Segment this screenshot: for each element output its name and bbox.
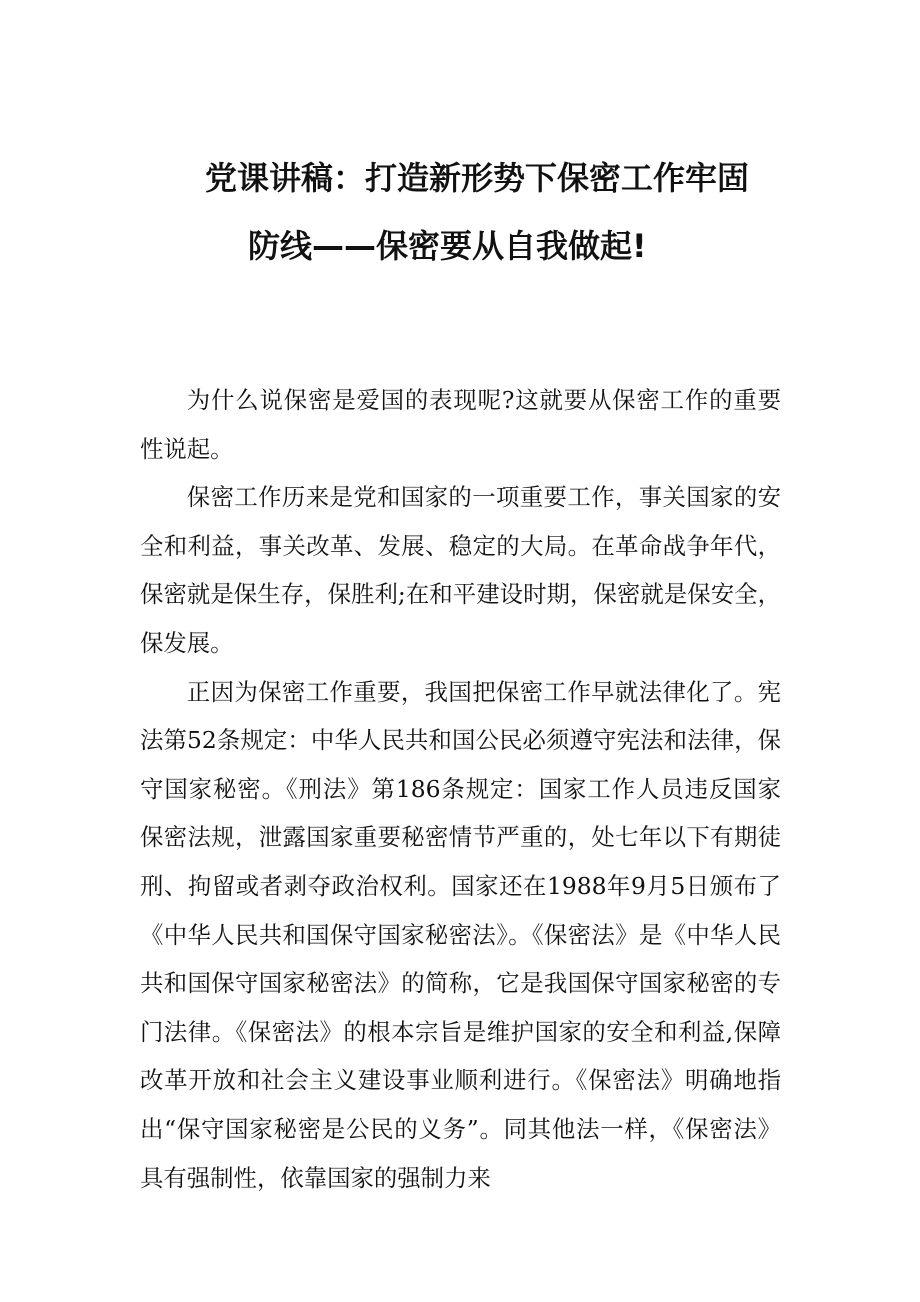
document-title-line-1: 党课讲稿：打造新形势下保密工作牢固 xyxy=(205,159,750,197)
document-title-line-2: 防线——保密要从自我做起! xyxy=(248,227,647,265)
paragraph-2: 保密工作历来是党和国家的一项重要工作，事关国家的安全和利益，事关改革、发展、稳定的大局。在革命战争年代，保密就是保生存，保胜利;在和平建设时期，保密就是保安全，保发展。 xyxy=(140,483,781,657)
document-body xyxy=(140,376,781,1202)
paragraph-3: 正因为保密工作重要，我国把保密工作早就法律化了。宪法第52条规定：中华人民共和国公民必须遵守宪法和法律，保守国家秘密。《刑法》第186条规定：国家工作人员违反国家保密法规，泄露国家重要秘密情节严重的，处七年以下有期徒刑、拘留或者剥夺政治权利。国家还在1988年9月5日颁布了《中华人民共和国保守国家秘密法》。《保密法》是《中华人民共和国保守国家秘密法》的简称，它是我国保守国家秘密的专门法律。《保密法》的根本宗旨是维护国家的安全和利益,保障改革开放和社会主义建设事业顺利进行。《保密法》明确地指出“保守国家秘密是公民的义务”。同其他法一样，《保密法》具有强制性，依靠国家的强制力来 xyxy=(140,677,781,1192)
paragraph-1: 为什么说保密是爱国的表现呢?这就要从保密工作的重要性说起。 xyxy=(140,386,781,463)
